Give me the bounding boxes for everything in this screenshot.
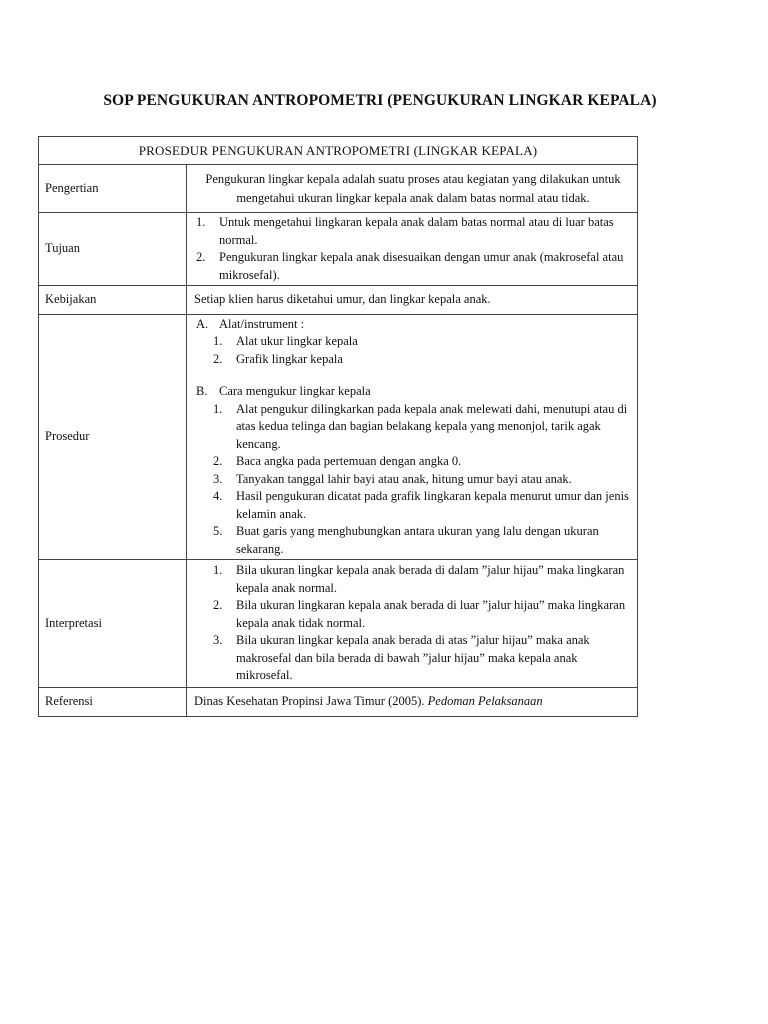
referensi-text [193, 689, 631, 715]
sop-table [38, 136, 638, 717]
interpretasi-list [193, 562, 631, 685]
tujuan-list [193, 214, 631, 284]
row-referensi [39, 688, 638, 717]
section-title: Alat/instrument : [219, 316, 305, 331]
content-interpretasi [187, 560, 638, 688]
list-number: 2. [213, 351, 223, 366]
referensi-book-title: Pedoman Pelaksanaan [427, 694, 543, 708]
list-text: Pengukuran lingkar kepala anak disesuaikan dengan umur anak (makrosefal atau mikrosefal). [219, 250, 624, 282]
list-text: Buat garis yang menghubungkan antara ukuran yang lalu dengan ukuran sekarang. [236, 524, 599, 556]
list-item [193, 488, 631, 523]
list-item [193, 597, 631, 632]
list-item [193, 401, 631, 454]
list-number: 1. [213, 563, 223, 578]
section-title: Cara mengukur lingkar kepala [219, 384, 371, 398]
list-item [193, 333, 631, 351]
list-number: 5. [213, 524, 223, 538]
document-title: SOP PENGUKURAN ANTROPOMETRI (PENGUKURAN LINGKAR KEPALA) [103, 92, 657, 109]
list-number: 3. [213, 471, 223, 486]
list-number: 2. [213, 598, 223, 613]
content-pengertian [187, 165, 638, 213]
section-letter: A. [196, 316, 209, 331]
content-referensi [187, 688, 638, 717]
list-item [193, 471, 631, 489]
row-pengertian [39, 165, 638, 213]
table-header-row [39, 137, 638, 165]
label-interpretasi: Interpretasi [39, 560, 187, 688]
list-text: Hasil pengukuran dicatat pada grafik lingkaran kepala menurut umur dan jenis kelamin anak. [236, 489, 629, 521]
label-tujuan: Tujuan [39, 213, 187, 286]
list-text: Bila ukuran lingkar kepala anak berada di dalam ”jalur hijau” maka lingkaran kepala anak normal. [236, 563, 625, 595]
list-item [193, 214, 631, 249]
list-text: Baca angka pada pertemuan dengan angka 0. [236, 454, 462, 468]
section-a-list [193, 333, 631, 368]
label-pengertian: Pengertian [39, 165, 187, 213]
label-referensi: Referensi [39, 688, 187, 717]
section-b-list [193, 401, 631, 559]
list-text: Alat ukur lingkar kepala [236, 334, 358, 348]
list-number: 4. [213, 489, 223, 503]
label-kebijakan: Kebijakan [39, 286, 187, 315]
list-number: 2. [213, 454, 223, 468]
pengertian-text: Pengukuran lingkar kepala adalah suatu proses atau kegiatan yang dilakukan untuk mengetahui ukuran lingkar kepala anak dalam batas normal atau tidak. [205, 172, 621, 205]
list-text: Alat pengukur dilingkarkan pada kepala anak melewati dahi, menutupi atau di atas kedua telinga dan bagian belakang kepala yang menonjol, tarik agak kencang. [236, 401, 628, 451]
list-item [193, 351, 631, 369]
spacer [193, 368, 631, 383]
list-item [193, 562, 631, 597]
table-header: PROSEDUR PENGUKURAN ANTROPOMETRI (LINGKAR KEPALA) [39, 137, 638, 165]
row-interpretasi [39, 560, 638, 688]
row-tujuan [39, 213, 638, 286]
list-item [193, 523, 631, 558]
list-text: Untuk mengetahui lingkaran kepala anak dalam batas normal atau di luar batas normal. [219, 215, 614, 247]
row-prosedur [39, 314, 638, 560]
list-item [193, 453, 631, 471]
content-tujuan [187, 213, 638, 286]
list-item [193, 249, 631, 284]
list-text: Bila ukuran lingkaran kepala anak berada di luar ”jalur hijau” maka lingkaran kepala anak tidak normal. [236, 598, 626, 630]
section-letter: B. [196, 384, 208, 398]
list-item [193, 632, 631, 685]
list-text: Tanyakan tanggal lahir bayi atau anak, hitung umur bayi atau anak. [236, 471, 572, 486]
content-prosedur [187, 314, 638, 560]
content-kebijakan [187, 286, 638, 315]
list-text: Bila ukuran lingkar kepala anak berada di atas ”jalur hijau” maka anak makrosefal dan bila berada di bawah ”jalur hijau” maka kepala anak mikrosefal. [236, 633, 590, 683]
list-number: 1. [213, 334, 223, 348]
list-text: Grafik lingkar kepala [236, 351, 343, 366]
list-number: 3. [213, 633, 223, 648]
referensi-source: Dinas Kesehatan Propinsi Jawa Timur (2005). [194, 694, 425, 708]
list-number: 1. [196, 215, 206, 229]
section-b-heading [193, 383, 631, 401]
label-prosedur: Prosedur [39, 314, 187, 560]
list-number: 2. [196, 250, 206, 264]
section-a-heading [193, 316, 631, 334]
kebijakan-text: Setiap klien harus diketahui umur, dan lingkar kepala anak. [194, 292, 491, 306]
list-number: 1. [213, 401, 223, 416]
row-kebijakan [39, 286, 638, 315]
